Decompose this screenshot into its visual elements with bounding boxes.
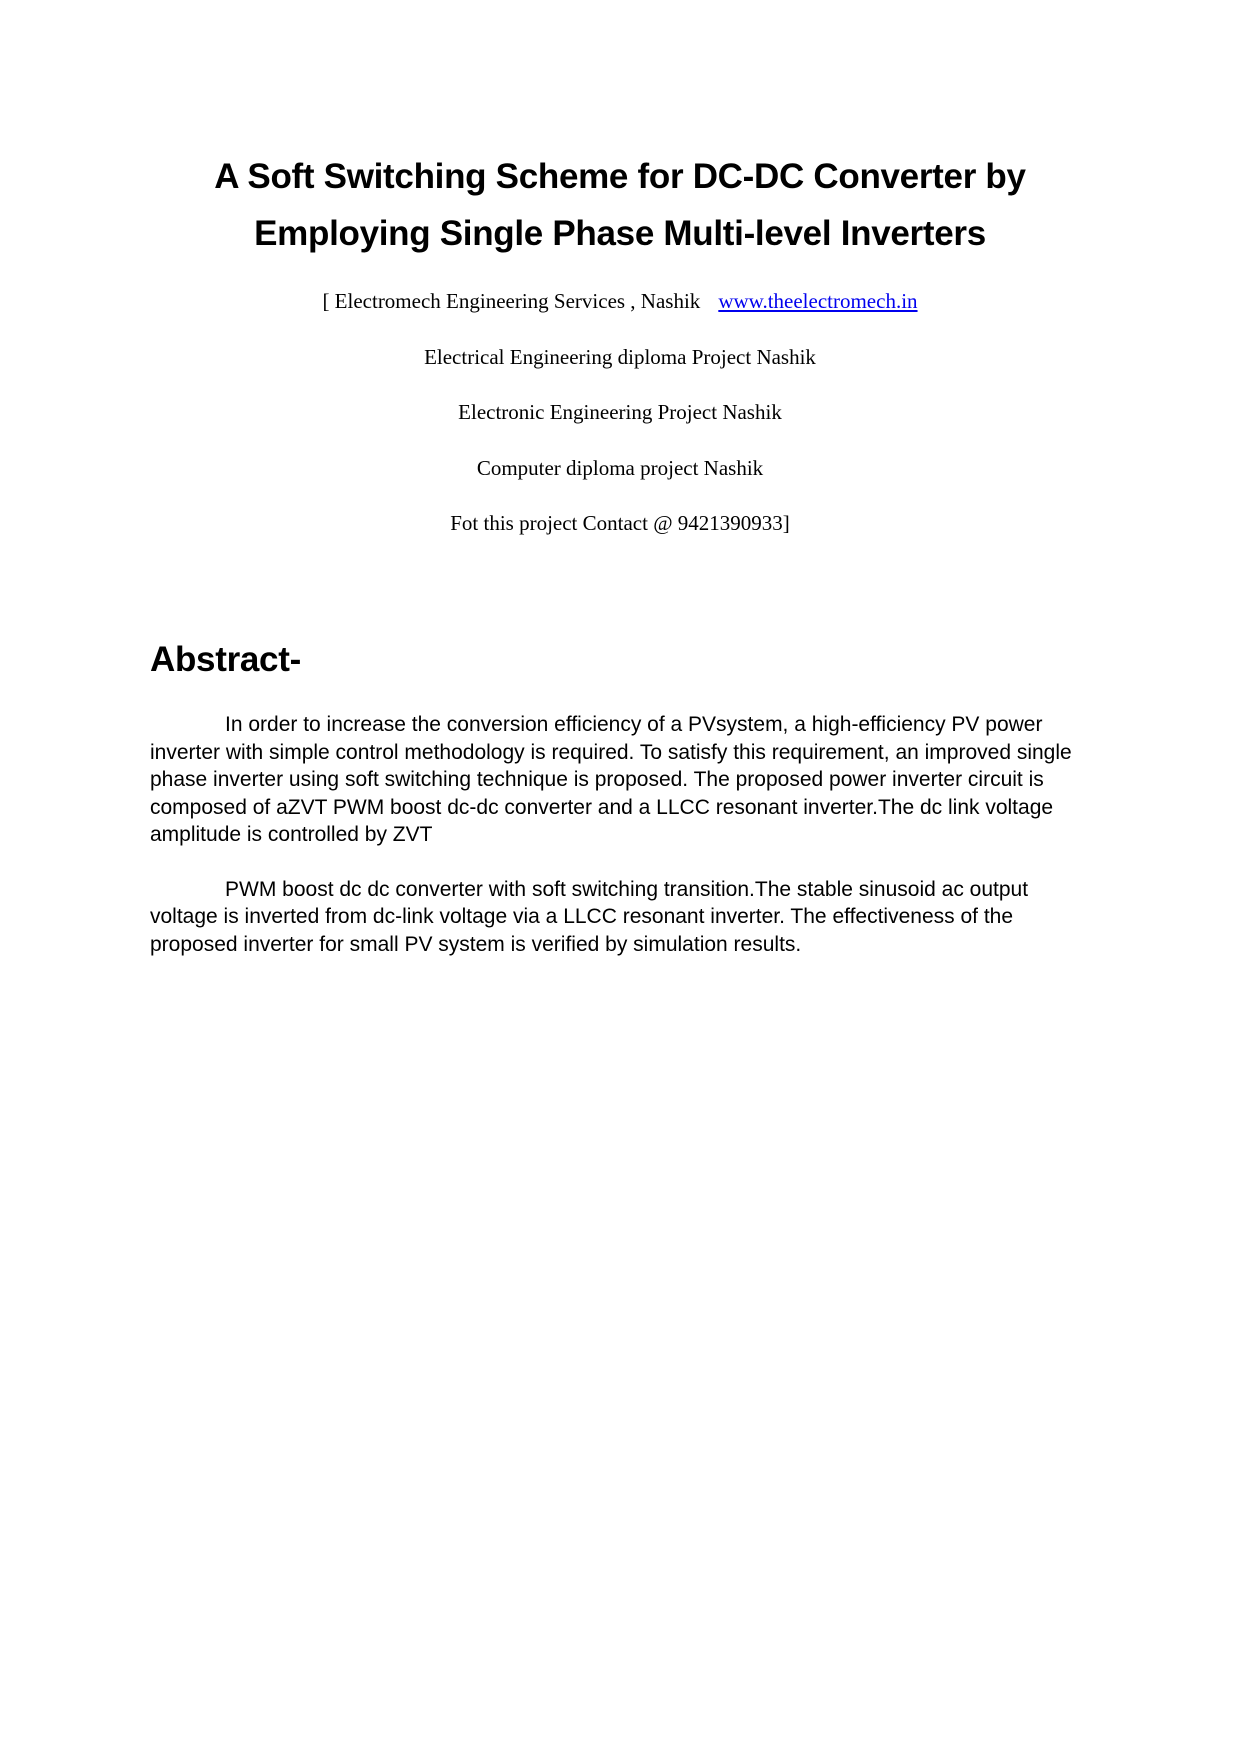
company-line: [150, 286, 1090, 342]
author-info: [150, 286, 1090, 564]
title-line-2: Employing Single Phase Multi-level Inverters: [254, 214, 986, 253]
project-line-electronic: Electronic Engineering Project Nashik: [458, 400, 782, 424]
project-line-computer: Computer diploma project Nashik: [476, 455, 764, 480]
document-title: [150, 148, 1090, 262]
abstract-paragraph-2: PWM boost dc dc converter with soft switching transition.The stable sinusoid ac output voltage is inverted from dc-link voltage via a LLCC resonant inverter. The effectiveness of the proposed inverter for small PV system is verified by simulation results.: [150, 877, 1029, 956]
abstract-heading: Abstract-: [150, 640, 301, 679]
abstract-body: [150, 711, 1080, 985]
title-line-1: A Soft Switching Scheme for DC-DC Converter by: [214, 157, 1026, 196]
project-line-electrical: Electrical Engineering diploma Project Nashik: [424, 344, 816, 369]
website-link[interactable]: www.theelectromech.in: [718, 289, 918, 313]
contact-line: Fot this project Contact @ 9421390933]: [450, 511, 790, 535]
abstract-paragraph-1: In order to increase the conversion efficiency of a PVsystem, a high-efficiency PV power inverter with simple control methodology is required. To satisfy this requirement, an improved single phase inverter using soft switching technique is proposed. The proposed power inverter circuit is composed of aZVT PWM boost dc-dc converter and a LLCC resonant inverter.The dc link voltage amplitude is controlled by ZVT: [150, 713, 1072, 846]
company-name: [ Electromech Engineering Services , Nashik: [322, 289, 701, 313]
